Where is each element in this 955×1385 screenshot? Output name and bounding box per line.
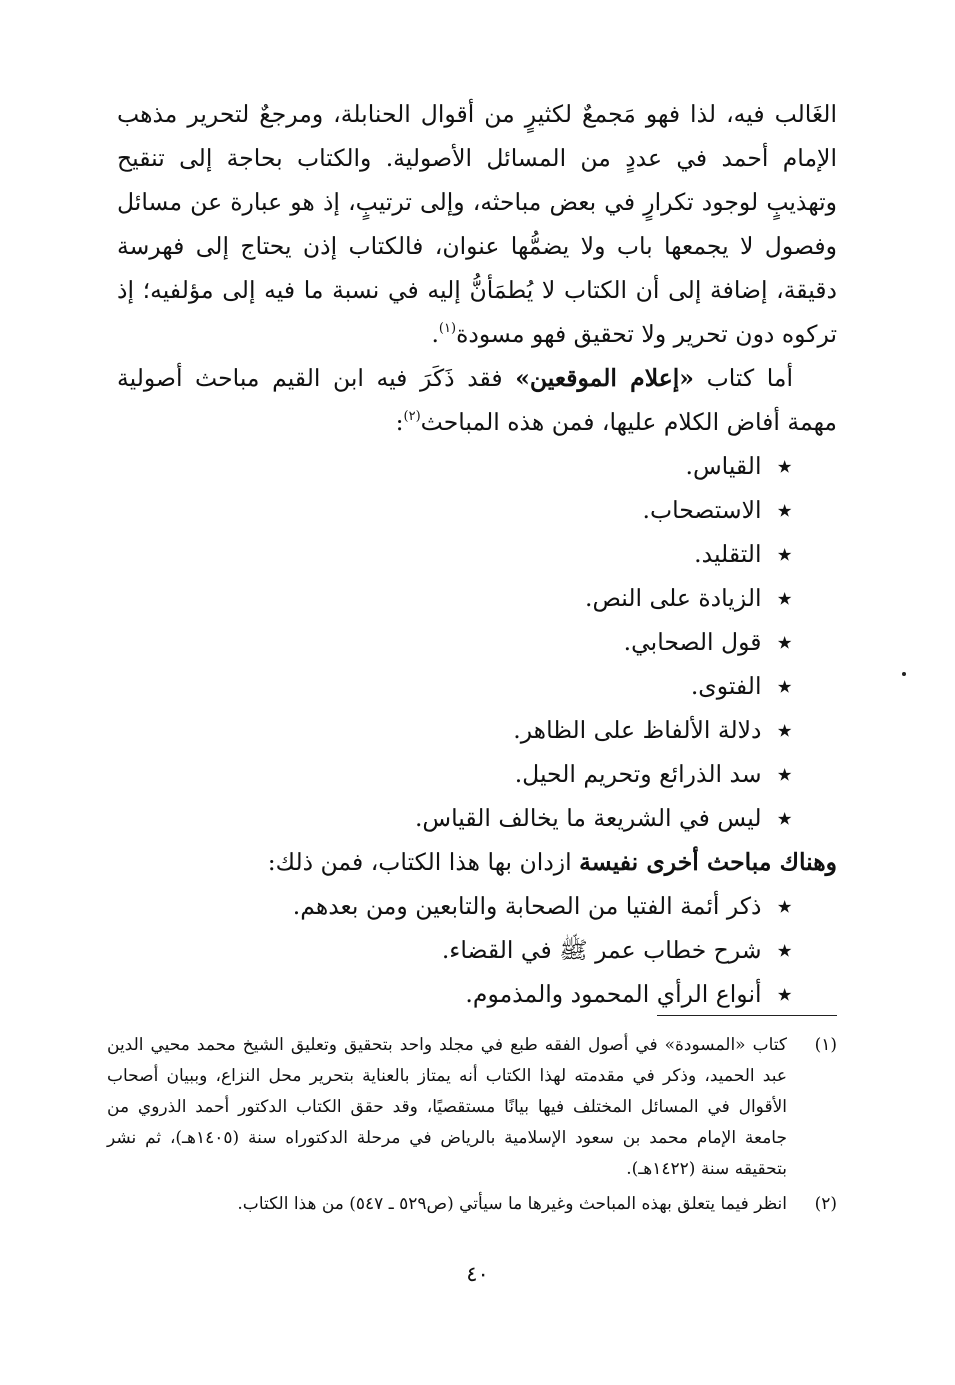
asterisk-icon: ٭: [778, 628, 791, 656]
list-item-text: أنواع الرأي المحمود والمذموم.: [465, 980, 762, 1008]
footnote-2: [107, 1189, 837, 1220]
asterisk-icon: ٭: [778, 584, 791, 612]
asterisk-icon: ٭: [778, 760, 791, 788]
footnote-number: (٢): [814, 1194, 837, 1214]
paragraph-2-lead: أما كتاب: [694, 364, 793, 392]
paragraph-1: [117, 92, 837, 356]
list-item-text: الزيادة على النص.: [585, 584, 762, 612]
list-item-text: الاستصحاب.: [642, 496, 762, 524]
footnote-ref-2[interactable]: (٢): [403, 409, 421, 424]
list-item: [117, 972, 837, 1016]
list-item: [117, 708, 837, 752]
list-item-text: الفتوى.: [690, 672, 762, 700]
list-item-text: سد الذرائع وتحريم الحيل.: [514, 760, 762, 788]
list-item: [117, 488, 837, 532]
list-item: [117, 796, 837, 840]
list-item: [117, 532, 837, 576]
list-item: [117, 664, 837, 708]
asterisk-icon: ٭: [778, 540, 791, 568]
list-item: [117, 576, 837, 620]
asterisk-icon: ٭: [778, 892, 791, 920]
list-item: [117, 884, 837, 928]
asterisk-icon: ٭: [778, 452, 791, 480]
paragraph-3: [117, 840, 837, 884]
footnote-text: كتاب «المسودة» في أصول الفقه طبع في مجلد واحد بتحقيق وتعليق الشيخ محمد محيي الدين عبد الحميد، وذكر في مقدمته لهذا الكتاب أنه يمتاز بالعناية بتحرير محل النزاع، وببيان أصحاب الأقوال في المسائل المختلف فيها بيانًا مستقصيًا، وقد حقق الكتاب الدكتور أحمد الذروي من جامعة الإمام محمد بن سعود الإسلامية بالرياض في مرحلة الدكتوراه سنة (١٤٠٥هـ)، ثم نشر بتحقيقه سنة (١٤٢٢هـ).: [107, 1035, 787, 1179]
margin-dot: [902, 672, 906, 676]
topics-list: [117, 444, 837, 840]
list-item-text: شرح خطاب عمر ﷺ في القضاء.: [441, 936, 762, 964]
list-item-text: ليس في الشريعة ما يخالف القياس.: [414, 804, 762, 832]
extra-topics-list: [117, 884, 837, 1016]
book-title: «إعلام الموقعين»: [515, 364, 694, 392]
list-item-text: القياس.: [685, 452, 762, 480]
paragraph-3-bold: وهناك مباحث أخرى نفيسة: [579, 848, 837, 876]
list-item: [117, 620, 837, 664]
asterisk-icon: ٭: [778, 804, 791, 832]
asterisk-icon: ٭: [778, 980, 791, 1008]
list-item-text: التقليد.: [694, 540, 762, 568]
asterisk-icon: ٭: [778, 496, 791, 524]
footnote-ref-1[interactable]: (١): [438, 321, 457, 336]
list-item-text: قول الصحابي.: [623, 628, 762, 656]
asterisk-icon: ٭: [778, 672, 791, 700]
footnote-number: (١): [814, 1035, 837, 1055]
footnote-text: انظر فيما يتعلق بهذه المباحث وغيرها ما سيأتي (ص٥٢٩ ـ ٥٤٧) من هذا الكتاب.: [237, 1194, 787, 1214]
footnote-divider: [657, 1015, 837, 1016]
asterisk-icon: ٭: [778, 716, 791, 744]
list-item: [117, 928, 837, 972]
main-text: [117, 92, 837, 1016]
list-item: [117, 752, 837, 796]
paragraph-2-tail: :: [395, 408, 404, 436]
paragraph-1-text: الغَالب فيه، لذا فهو مَجمعٌ لكثيرٍ من أقوال الحنابلة، ومرجعٌ لتحرير مذهب الإمام أحمد في عددٍ من المسائل الأصولية. والكتاب بحاجة إلى تنقيح وتهذيبٍ لوجود تكرارٍ في بعض مباحثه، وإلى ترتيبٍ، إذ هو عبارة عن مسائل وفصول لا يجمعها باب ولا يضمُّها عنوان، فالكتاب إذن يحتاج إلى فهرسة دقيقة، إضافة إلى أن الكتاب لا يُطمَأنُّ إليه في نسبة ما فيه إلى مؤلفيه؛ إذ تركوه دون تحرير ولا تحقيق فهو مسودة: [117, 100, 837, 348]
page-number: ٤٠: [466, 1262, 489, 1286]
list-item: [117, 444, 837, 488]
paragraph-2: [117, 356, 837, 444]
paragraph-3-rest: ازدان بها هذا الكتاب، فمن ذلك:: [267, 848, 580, 876]
paragraph-1-end: .: [431, 320, 439, 348]
footnotes: [107, 1030, 837, 1224]
asterisk-icon: ٭: [778, 936, 791, 964]
footnote-1: [107, 1030, 837, 1185]
list-item-text: ذكر أئمة الفتيا من الصحابة والتابعين ومن بعدهم.: [292, 892, 762, 920]
list-item-text: دلالة الألفاظ على الظاهر.: [513, 716, 762, 744]
paragraph-2-rest: فقد ذَكَرَ فيه ابن القيم مباحث أصولية مهمة أفاض الكلام عليها، فمن هذه المباحث: [117, 364, 837, 436]
